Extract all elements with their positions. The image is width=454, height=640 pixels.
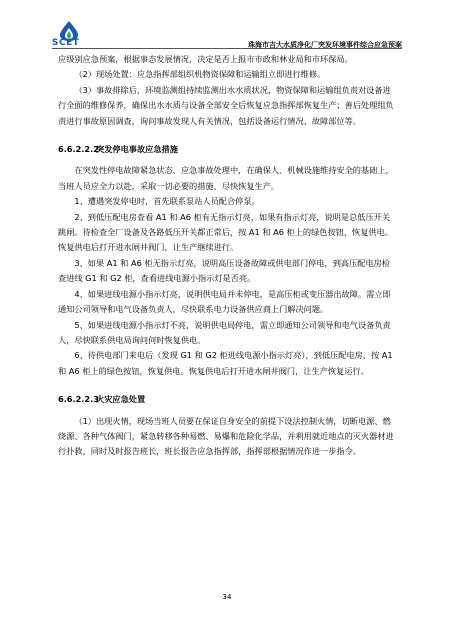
paragraph: 应级别应急预案，根据事态发展情况，决定是否上报市市政和林业局和市环保局。 <box>58 54 353 64</box>
paragraph: 4、如果进线电源小指示灯亮，说明供电局并未停电，是高压柜或变压器出故障。需立即通知公司领导和电气设备负责人，尽快联系电力设备供应商上门解决问题。 <box>58 288 391 315</box>
section-heading <box>58 392 398 407</box>
document-title: 珠海市吉大水质净化厂突发环境事件综合应急预案 <box>248 41 402 49</box>
header-divider <box>52 48 402 49</box>
paragraph: （2）现场处置：应急指挥部组织机物资保障和运输组立即进行维修。 <box>74 69 326 80</box>
paragraph: （1）出现火情，现场当班人员要在保证自身安全的前提下设法控制火情，切断电源、燃烧源、各种气体阀门，紧急转移各种易燃、易爆和危险化学品，并利用就近地点的灭火器材进行扑救，同时及时报告班长，班长报告应急指挥部，指挥部根据情况作进一步指令。 <box>58 415 394 457</box>
paragraph: 5、如果进线电源小指示灯不亮，说明供电局停电，需立即通知公司领导和电气设备负责人，尽快联系供电局询问何时恢复供电。 <box>58 319 391 345</box>
paragraph: 1、遭遇突发停电时，首先联系泵站人员配合停泵。 <box>74 196 260 207</box>
paragraph: 6、待供电部门来电后（发现 G1 和 G2 柜进线电源小指示灯亮），到低压配电房，按 A1 和 A6 柜上的绿色按钮，恢复供电。恢复供电后打开进水闸井阀门，让生产恢复运行。 <box>58 350 393 376</box>
page-header <box>52 16 402 48</box>
section-heading <box>58 142 398 157</box>
paragraph: 2、到低压配电房查看 A1 和 A6 柜有无指示灯亮，如果有指示灯亮，说明是总低压开关跳闸。待检查全厂设备及各路低压开关都正常后，按 A1 和 A6 柜上的绿色按钮，恢复供电。恢复供电后打开进水闸井阀门，让生产继续进行。 <box>58 211 393 253</box>
logo-text: SCET <box>52 38 80 48</box>
section-title: 突发停电事故应急措施 <box>96 144 178 155</box>
page-number: 34 <box>222 593 232 601</box>
paragraph: 3、如果 A1 和 A6 柜无指示灯亮，说明高压设备故障或供电部门停电，到高压配电房检查进线 G1 和 G2 柜，查看进线电源小指示灯是否亮。 <box>58 257 391 284</box>
section-number: 6.6.2.2.2 <box>58 144 99 155</box>
paragraph: 在突发性停电故障紧急状态、应急事故处理中，在确保人、机械设施维持安全的基础上，当班人员应全力以赴，采取一切必要的措施，尽快恢复生产。 <box>58 165 394 191</box>
section-title: 火灾应急处置 <box>96 394 146 405</box>
section-number: 6.6.2.2.3 <box>58 394 99 405</box>
body-text <box>58 52 398 460</box>
paragraph: （3）事故排除后，环境监测组持续监测出水水质状况，物资保障和运输组负责对设备进行全面的维修保养，确保出水水质与设备全部安全后恢复应急指挥部恢复生产；善后处理组负责进行事故原因调查，询问事故发现人有关情况，包括设备运行情况、故障部位等。 <box>58 84 394 126</box>
